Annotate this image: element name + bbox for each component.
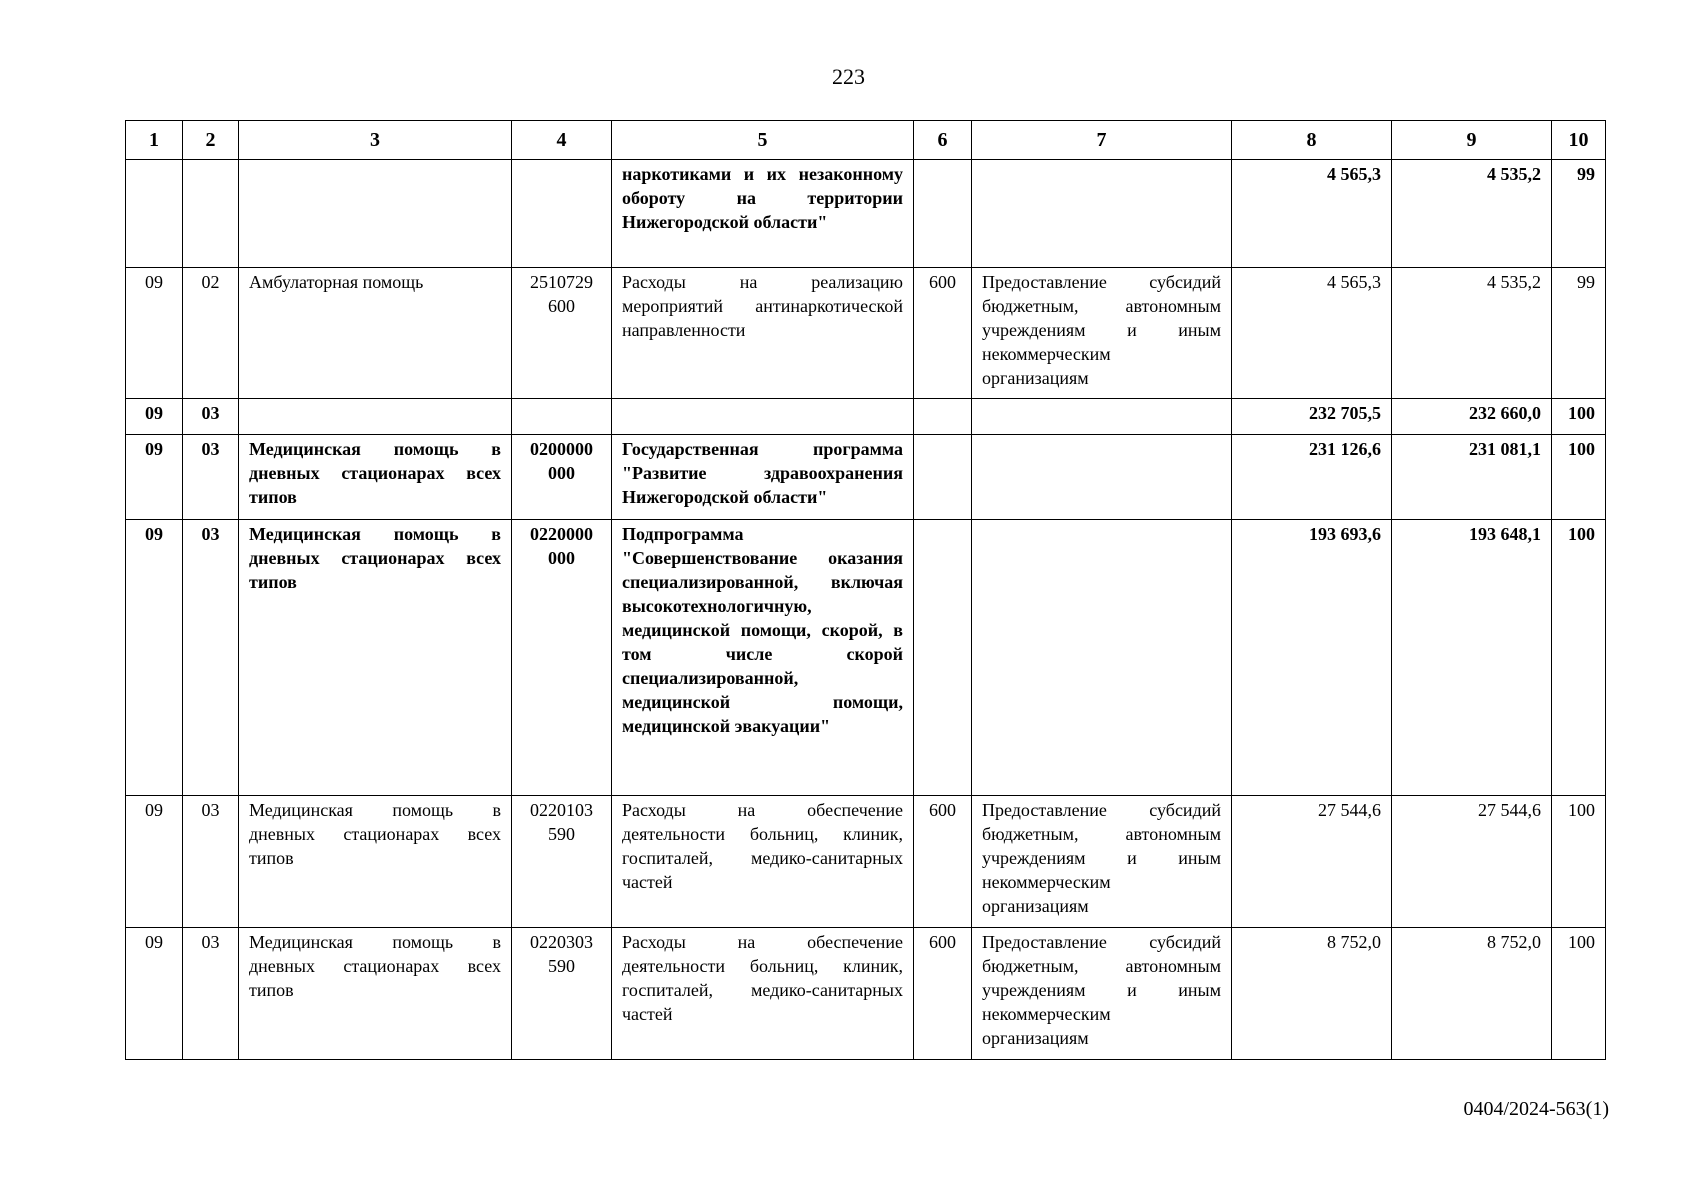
planned-amount: 8 752,0 — [1232, 928, 1392, 1060]
target-article-name — [612, 399, 914, 435]
expense-type-code — [914, 520, 972, 796]
execution-percent: 99 — [1552, 268, 1606, 399]
header-row — [126, 121, 1606, 160]
document-code: 0404/2024-563(1) — [1463, 1098, 1609, 1120]
subsection-name: Медицинская помощь в дневных стационарах всех типов — [239, 928, 512, 1060]
section-code: 09 — [126, 520, 183, 796]
execution-percent: 100 — [1552, 435, 1606, 520]
target-article-name: Расходы на обеспечение деятельности больниц, клиник, госпиталей, медико-санитарных частей — [612, 796, 914, 928]
subsection-name: Амбулаторная помощь — [239, 268, 512, 399]
table-row — [126, 160, 1606, 268]
planned-amount: 193 693,6 — [1232, 520, 1392, 796]
page-number: 223 — [832, 64, 865, 89]
column-header: 6 — [914, 121, 972, 160]
target-article-code: 0220303 590 — [512, 928, 612, 1060]
actual-amount: 8 752,0 — [1392, 928, 1552, 1060]
section-code: 09 — [126, 928, 183, 1060]
table-row — [126, 520, 1606, 796]
expense-type-code: 600 — [914, 796, 972, 928]
actual-amount: 4 535,2 — [1392, 160, 1552, 268]
table-row — [126, 435, 1606, 520]
subsection-name — [239, 399, 512, 435]
planned-amount: 27 544,6 — [1232, 796, 1392, 928]
column-header: 5 — [612, 121, 914, 160]
expense-type-code — [914, 435, 972, 520]
target-article-code — [512, 399, 612, 435]
actual-amount: 193 648,1 — [1392, 520, 1552, 796]
target-article-name: наркотиками и их незаконному обороту на территории Нижегородской области" — [612, 160, 914, 268]
planned-amount: 231 126,6 — [1232, 435, 1392, 520]
subsection-code: 03 — [183, 796, 239, 928]
table-row — [126, 399, 1606, 435]
subsection-name: Медицинская помощь в дневных стационарах всех типов — [239, 520, 512, 796]
execution-percent: 99 — [1552, 160, 1606, 268]
actual-amount: 231 081,1 — [1392, 435, 1552, 520]
subsection-code: 03 — [183, 399, 239, 435]
target-article-code: 2510729 600 — [512, 268, 612, 399]
subsection-name: Медицинская помощь в дневных стационарах всех типов — [239, 435, 512, 520]
expense-type-code — [914, 160, 972, 268]
subsection-name — [239, 160, 512, 268]
section-code: 09 — [126, 399, 183, 435]
column-header: 8 — [1232, 121, 1392, 160]
table-row — [126, 796, 1606, 928]
expense-type-name — [972, 399, 1232, 435]
target-article-code — [512, 160, 612, 268]
section-code: 09 — [126, 268, 183, 399]
section-code: 09 — [126, 435, 183, 520]
target-article-code: 0200000 000 — [512, 435, 612, 520]
actual-amount: 232 660,0 — [1392, 399, 1552, 435]
column-header: 3 — [239, 121, 512, 160]
planned-amount: 4 565,3 — [1232, 160, 1392, 268]
expense-type-name — [972, 435, 1232, 520]
target-article-name: Расходы на обеспечение деятельности больниц, клиник, госпиталей, медико-санитарных частей — [612, 928, 914, 1060]
column-header: 4 — [512, 121, 612, 160]
planned-amount: 232 705,5 — [1232, 399, 1392, 435]
table-row — [126, 928, 1606, 1060]
expense-type-name — [972, 160, 1232, 268]
expense-type-code: 600 — [914, 268, 972, 399]
execution-percent: 100 — [1552, 928, 1606, 1060]
subsection-code — [183, 160, 239, 268]
subsection-code: 03 — [183, 520, 239, 796]
target-article-name: Государственная программа "Развитие здравоохранения Нижегородской области" — [612, 435, 914, 520]
section-code — [126, 160, 183, 268]
execution-percent: 100 — [1552, 399, 1606, 435]
subsection-name: Медицинская помощь в дневных стационарах всех типов — [239, 796, 512, 928]
target-article-code: 0220000 000 — [512, 520, 612, 796]
expense-type-name: Предоставление субсидий бюджетным, автономным учреждениям и иным некоммерческим организациям — [972, 268, 1232, 399]
expense-type-name: Предоставление субсидий бюджетным, автономным учреждениям и иным некоммерческим организациям — [972, 796, 1232, 928]
target-article-name: Подпрограмма "Совершенствование оказания специализированной, включая высокотехнологичную, медицинской помощи, скорой, в том числе скорой специализированной, медицинской помощи, медицинской эвакуации" — [612, 520, 914, 796]
execution-percent: 100 — [1552, 796, 1606, 928]
execution-percent: 100 — [1552, 520, 1606, 796]
expense-type-name: Предоставление субсидий бюджетным, автономным учреждениям и иным некоммерческим организациям — [972, 928, 1232, 1060]
subsection-code: 03 — [183, 928, 239, 1060]
actual-amount: 27 544,6 — [1392, 796, 1552, 928]
column-header: 10 — [1552, 121, 1606, 160]
column-header: 9 — [1392, 121, 1552, 160]
column-header: 7 — [972, 121, 1232, 160]
target-article-name: Расходы на реализацию мероприятий антинаркотической направленности — [612, 268, 914, 399]
column-header: 1 — [126, 121, 183, 160]
actual-amount: 4 535,2 — [1392, 268, 1552, 399]
table-row — [126, 268, 1606, 399]
expense-type-name — [972, 520, 1232, 796]
planned-amount: 4 565,3 — [1232, 268, 1392, 399]
column-header: 2 — [183, 121, 239, 160]
budget-table — [125, 120, 1606, 1060]
section-code: 09 — [126, 796, 183, 928]
expense-type-code: 600 — [914, 928, 972, 1060]
expense-type-code — [914, 399, 972, 435]
target-article-code: 0220103 590 — [512, 796, 612, 928]
subsection-code: 03 — [183, 435, 239, 520]
subsection-code: 02 — [183, 268, 239, 399]
